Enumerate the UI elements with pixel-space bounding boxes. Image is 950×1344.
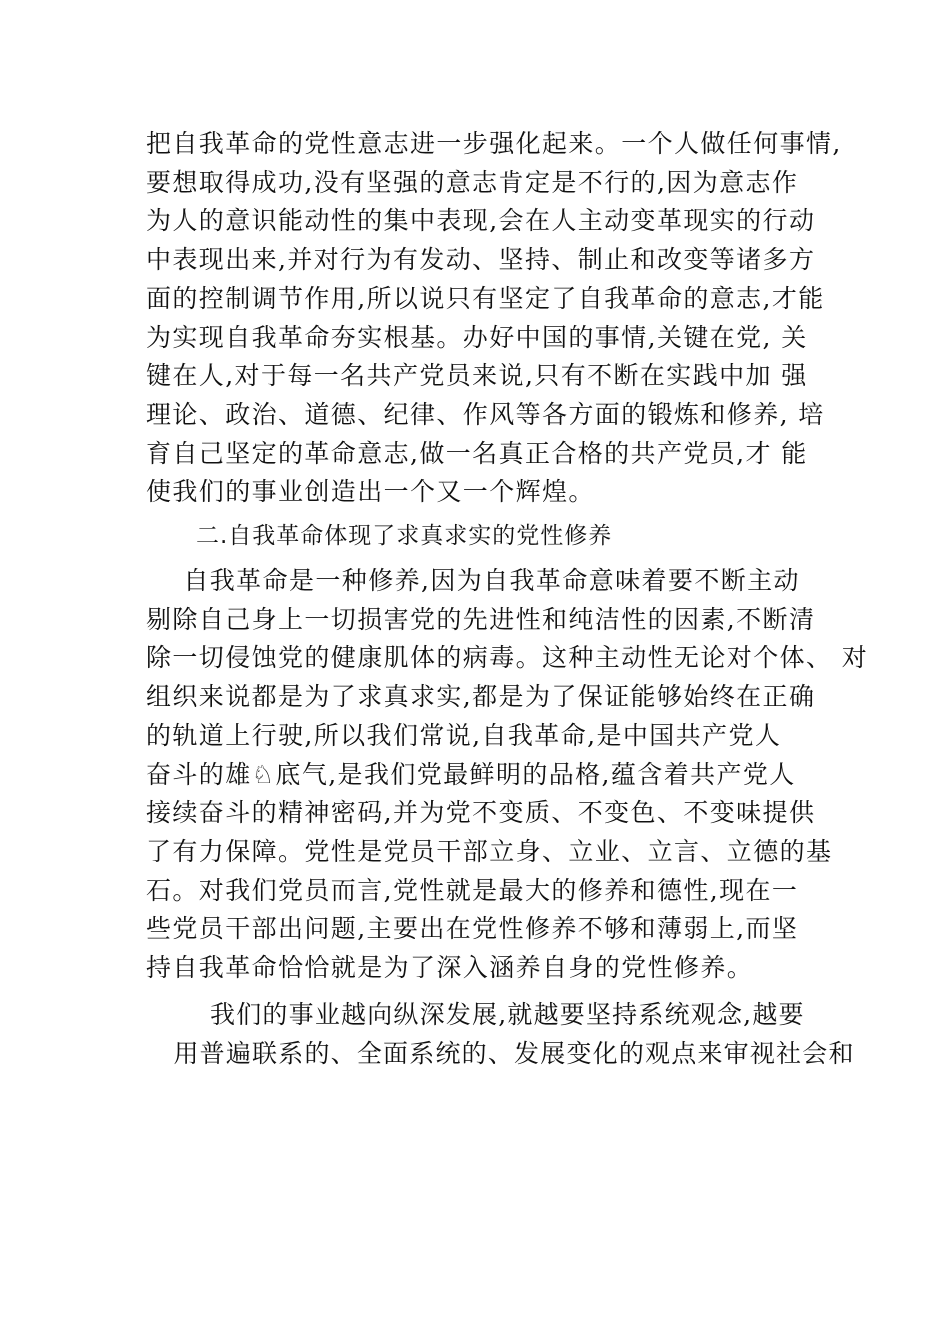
text-line: 理论、政治、道德、纪律、作风等各方面的锻炼和修养, 培 (146, 399, 825, 429)
text-line: 奋斗的雄♘底气,是我们党最鲜明的品格,蕴含着共产党人 (146, 759, 796, 789)
text-line: 组织来说都是为了求真求实,都是为了保证能够始终在正确 (146, 682, 816, 712)
text-line: 要想取得成功,没有坚强的意志肯定是不行的,因为意志作 (146, 167, 799, 197)
text-line: 中表现出来,并对行为有发动、坚持、制止和改变等诸多方 (146, 245, 816, 275)
paragraph-3 (146, 996, 855, 1073)
text-line: 的轨道上行驶,所以我们常说,自我革命,是中国共产党人 (146, 720, 782, 750)
text-line: 自我革命是一种修养,因为自我革命意味着要不断主动 (146, 566, 800, 595)
paragraph-1 (146, 125, 842, 512)
text-line: 除一切侵蚀党的健康肌体的病毒。这种主动性无论对个体、 对 (146, 643, 869, 673)
text-line: 为实现自我革命夯实根基。办好中国的事情,关键在党, 关 (146, 322, 808, 352)
paragraph-2 (146, 562, 869, 988)
text-line: 了有力保障。党性是党员干部立身、立业、立言、立德的基 (146, 836, 833, 866)
text-line: 石。对我们党员而言,党性就是最大的修养和德性,现在一 (146, 875, 799, 905)
text-line: 使我们的事业创造出一个又一个辉煌。 (146, 477, 595, 507)
text-line: 育自己坚定的革命意志,做一名真正合格的共产党员,才 能 (146, 438, 808, 468)
text-line: 面的控制调节作用,所以说只有坚定了自我革命的意志,才能 (146, 283, 825, 313)
text-line: 些党员干部出问题,主要出在党性修养不够和薄弱上,而坚 (146, 914, 799, 944)
text-line: 剔除自己身上一切损害党的先进性和纯洁性的因素,不断清 (146, 604, 816, 634)
text-line: 把自我革命的党性意志进一步强化起来。一个人做任何事情, (146, 129, 842, 158)
text-line: 为人的意识能动性的集中表现,会在人主动变革现实的行动 (146, 206, 816, 236)
text-line: 接续奋斗的精神密码,并为党不变质、不变色、不变味提供 (146, 798, 816, 828)
section-heading: 二.自我革命体现了求真求实的党性修养 (196, 523, 613, 549)
text-line: 键在人,对于每一名共产党员来说,只有不断在实践中加 强 (146, 361, 808, 391)
text-line: 我们的事业越向纵深发展,就越要坚持系统观念,越要 (146, 1000, 805, 1029)
text-line: 持自我革命恰恰就是为了深入涵养自身的党性修养。 (146, 953, 754, 983)
text-line: 用普遍联系的、全面系统的、发展变化的观点来审视社会和 (146, 1038, 855, 1068)
